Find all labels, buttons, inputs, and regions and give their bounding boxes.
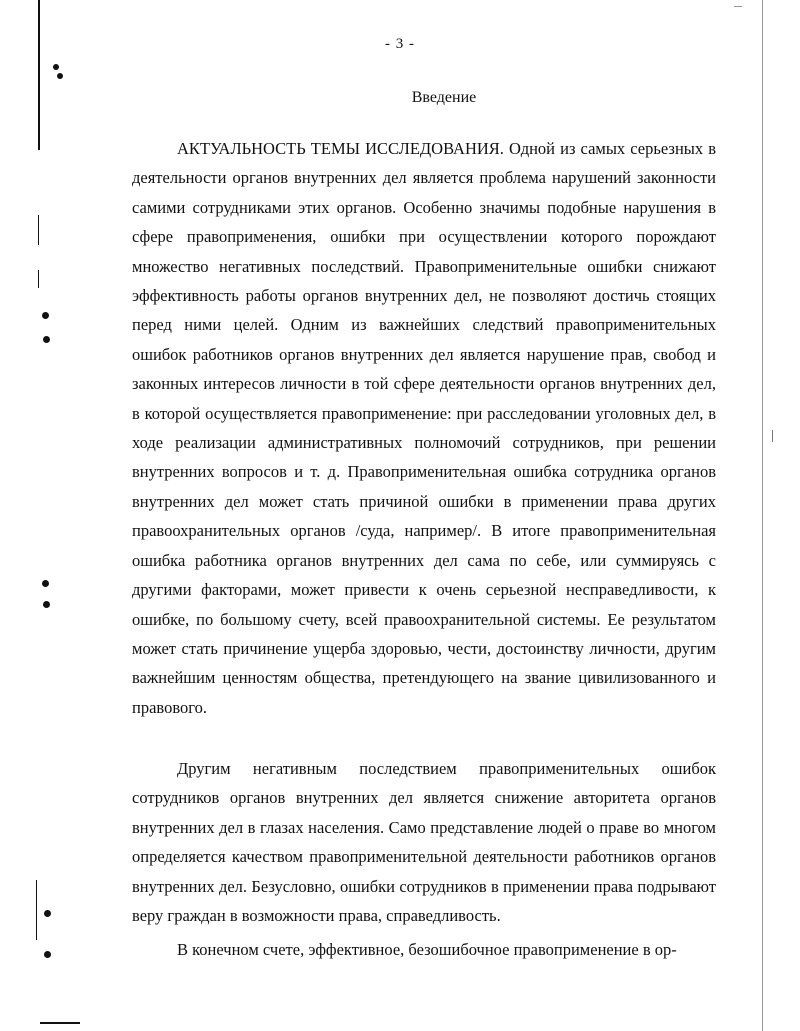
punch-hole-mark — [43, 336, 50, 343]
scan-border-line — [36, 880, 37, 940]
punch-hole-mark — [53, 64, 59, 70]
punch-hole-mark — [57, 73, 63, 79]
scan-border-line — [38, 270, 39, 288]
paragraph: Другим негативным последствием правоприменительных ошибок сотрудников органов внутренних дел является снижение авторитета органов внутренних дел в глазах населения. Само представление людей о праве во многом определяется качеством правоприменительной деятельности работников органов внутренних дел. Безусловно, ошибки сотрудников в применении права подрывают веру граждан в возможности права, справедливость. — [132, 759, 716, 926]
punch-hole-mark — [43, 601, 50, 608]
scan-border-line — [734, 6, 742, 7]
paragraph: В конечном счете, эффективное, безошибочное правоприменение в ор- — [177, 940, 677, 959]
scan-border-line — [762, 0, 763, 1031]
punch-hole-mark — [44, 951, 51, 958]
scan-border-line — [38, 215, 39, 245]
scan-border-line — [772, 430, 773, 442]
scan-border-line — [40, 1022, 80, 1024]
punch-hole-mark — [44, 910, 51, 917]
punch-hole-mark — [42, 312, 49, 319]
paragraph: АКТУАЛЬНОСТЬ ТЕМЫ ИССЛЕДОВАНИЯ. Одной из самых серьезных в деятельности органов внутренних дел является проблема нарушений законности самими сотрудниками этих органов. Особенно значимы подобные нарушения в сфере правоприменения, ошибки при осуществлении которого порождают множество негативных последствий. Правоприменительные ошибки снижают эффективность работы органов внутренних дел, не позволяют достичь стоящих перед ними целей. Одним из важнейших следствий правоприменительных ошибок работников органов внутренних дел является нарушение прав, свобод и законных интересов личности в той сфере деятельности органов внутренних дел, в которой осуществляется правоприменение: при расследовании уголовных дел, в ходе реализации административных полномочий сотрудников, при решении внутренних вопросов и т. д. Правоприменительная ошибка сотрудника органов внутренних дел может стать причиной ошибки в применении права других правоохранительных органов /суда, например/. В итоге правоприменительная ошибка работника органов внутренних дел сама по себе, или суммируясь с другими факторами, может привести к очень серьезной несправедливости, к ошибке, по большому счету, всей правоохранительной системы. Ее результатом может стать причинение ущерба здоровью, чести, достоинству личности, другим важнейшим ценностям общества, претендующего на звание цивилизованного и правового. — [132, 139, 716, 717]
section-title: Введение — [411, 89, 477, 106]
scan-border-line — [38, 0, 40, 150]
punch-hole-mark — [42, 580, 49, 587]
page-number: - 3 - — [385, 36, 415, 52]
